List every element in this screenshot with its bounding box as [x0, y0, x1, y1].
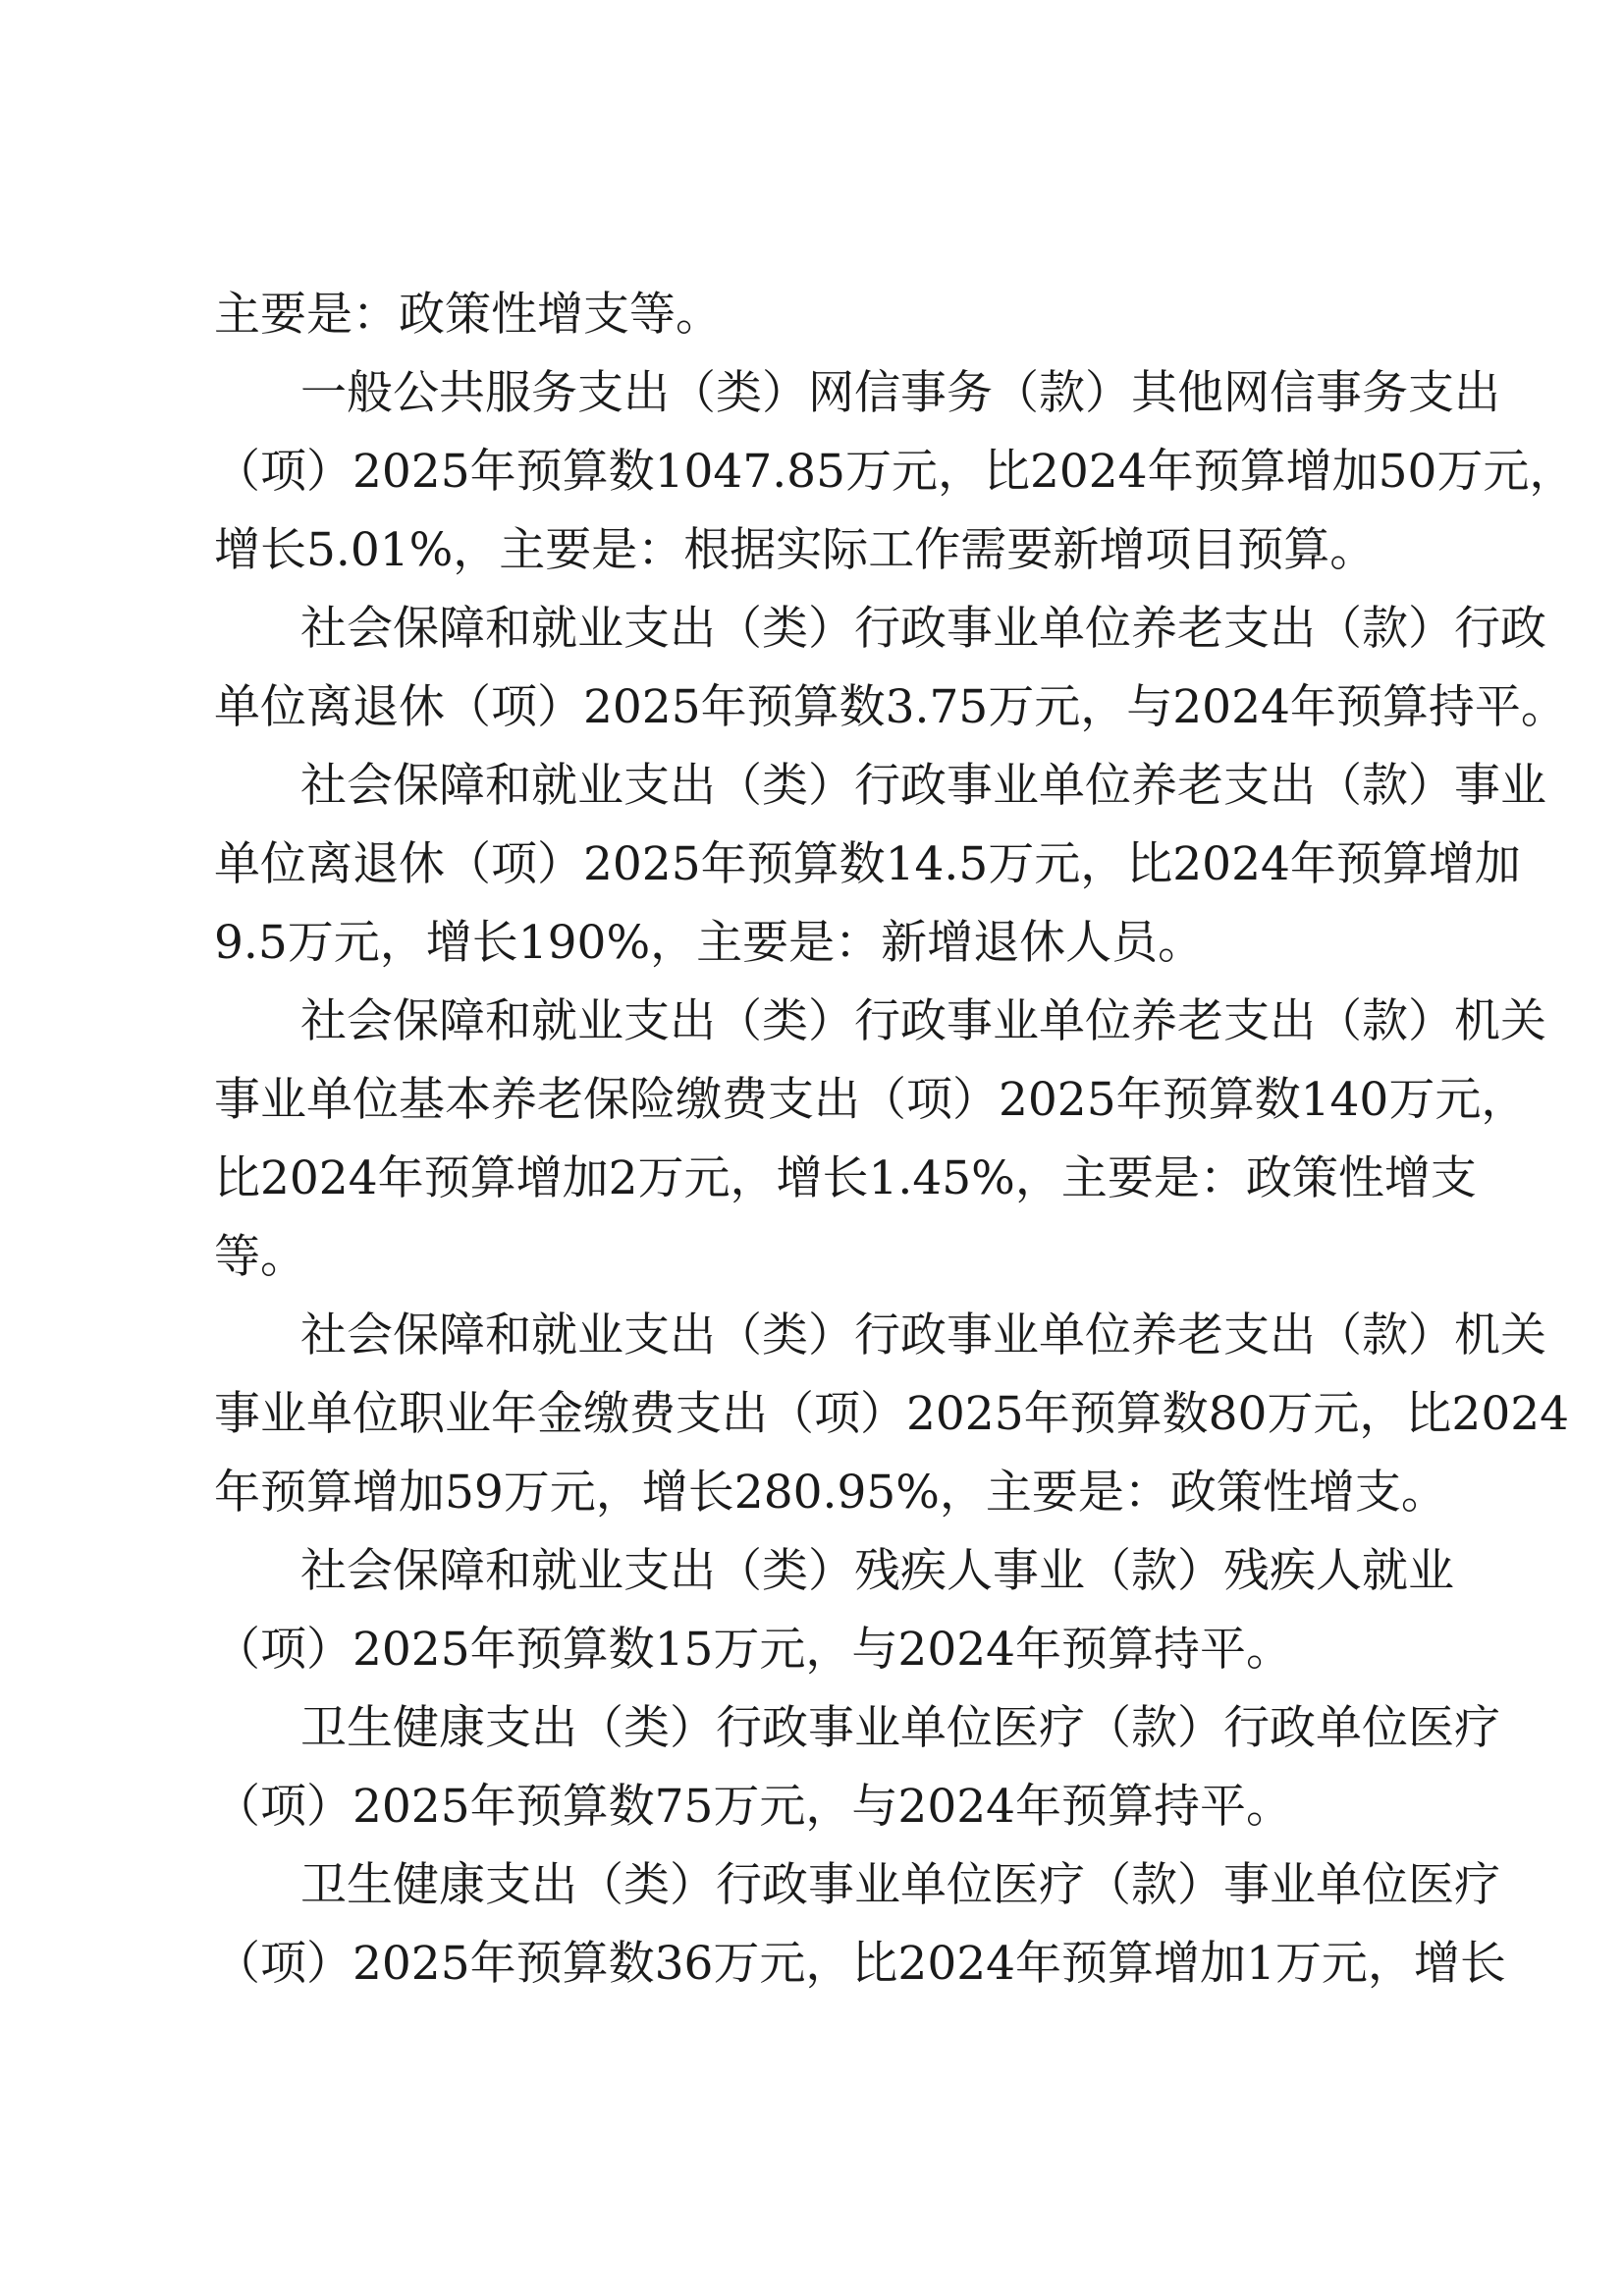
text-line: 事业单位职业年金缴费支出（项）2025年预算数80万元，比2024: [214, 1387, 1570, 1441]
text-line: 单位离退休（项）2025年预算数3.75万元，与2024年预算持平。: [214, 680, 1567, 734]
text-line: 卫生健康支出（类）行政事业单位医疗（款）事业单位医疗: [300, 1858, 1500, 1912]
text-line: 社会保障和就业支出（类）行政事业单位养老支出（款）机关: [300, 1308, 1546, 1362]
text-line: 单位离退休（项）2025年预算数14.5万元，比2024年预算增加: [214, 837, 1521, 891]
text-line: 9.5万元，增长190%，主要是：新增退休人员。: [214, 916, 1205, 970]
text-line: （项）2025年预算数1047.85万元，比2024年预算增加50万元，: [214, 445, 1576, 499]
text-line: 年预算增加59万元，增长280.95%，主要是：政策性增支。: [214, 1466, 1447, 1520]
text-line: （项）2025年预算数15万元，与2024年预算持平。: [214, 1623, 1293, 1677]
text-line: 社会保障和就业支出（类）行政事业单位养老支出（款）行政: [300, 602, 1546, 656]
text-line: （项）2025年预算数36万元，比2024年预算增加1万元，增长: [214, 1937, 1506, 1991]
text-line: 主要是：政策性增支等。: [214, 288, 722, 342]
text-line: 卫生健康支出（类）行政事业单位医疗（款）行政单位医疗: [300, 1701, 1500, 1755]
text-line: 等。: [214, 1230, 306, 1284]
text-line: 事业单位基本养老保险缴费支出（项）2025年预算数140万元，: [214, 1073, 1528, 1127]
body-text: [214, 276, 1576, 2003]
text-line: 社会保障和就业支出（类）行政事业单位养老支出（款）事业: [300, 759, 1546, 813]
text-line: （项）2025年预算数75万元，与2024年预算持平。: [214, 1780, 1293, 1834]
text-line: 一般公共服务支出（类）网信事务（款）其他网信事务支出: [300, 366, 1500, 420]
text-line: 增长5.01%，主要是：根据实际工作需要新增项目预算。: [214, 523, 1377, 577]
text-line: 社会保障和就业支出（类）行政事业单位养老支出（款）机关: [300, 994, 1546, 1048]
text-line: 比2024年预算增加2万元，增长1.45%，主要是：政策性增支: [214, 1151, 1477, 1205]
text-line: 社会保障和就业支出（类）残疾人事业（款）残疾人就业: [300, 1544, 1454, 1598]
